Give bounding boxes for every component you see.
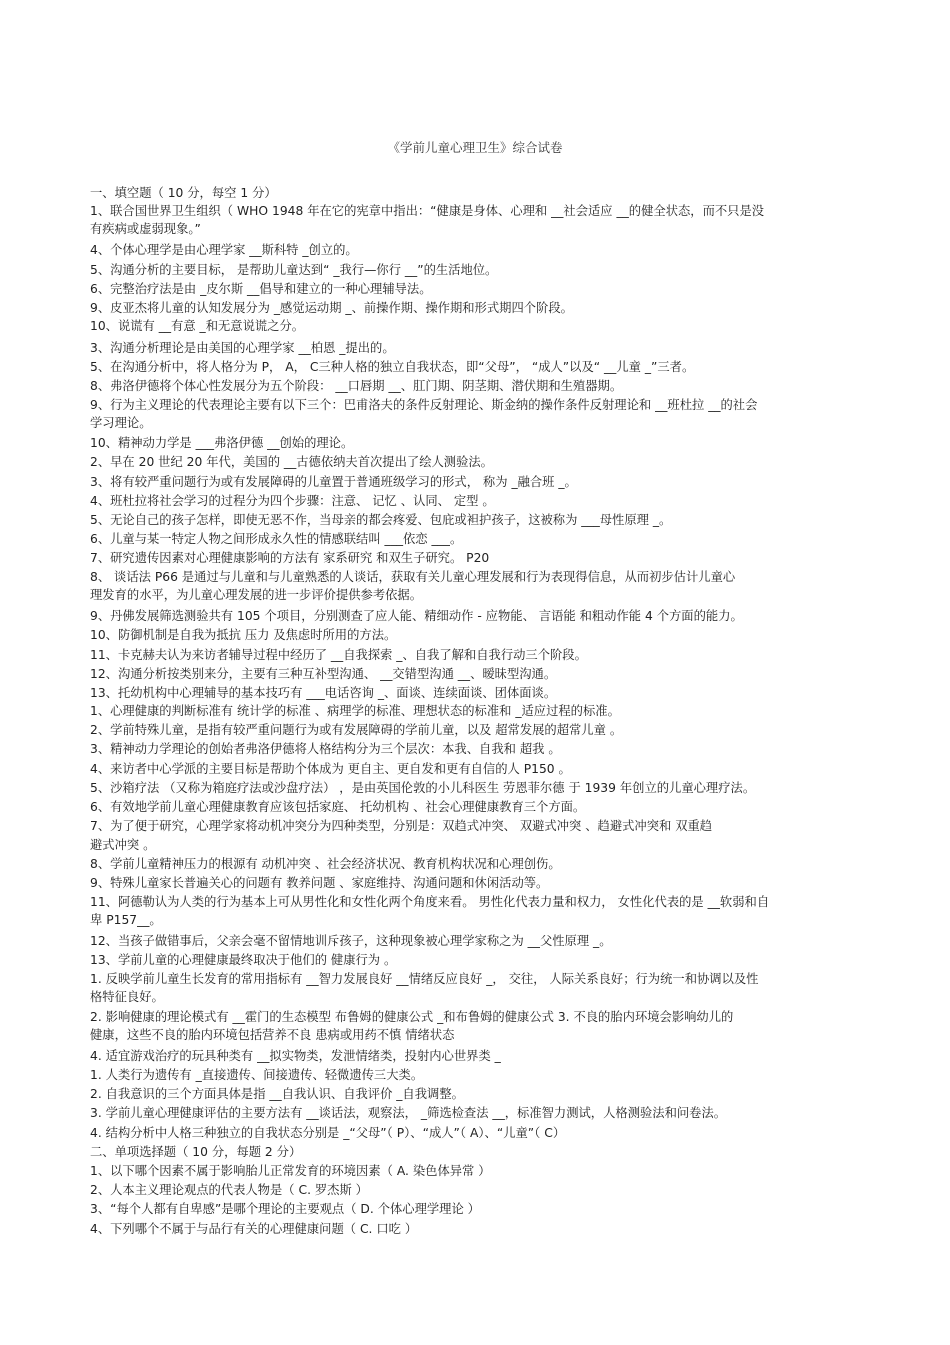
- text-line: 3、将有较严重问题行为或有发展障碍的儿童置于普通班级学习的形式， 称为 _融合班 _。: [90, 475, 577, 489]
- text-line: 有疾病或虚弱现象。”: [90, 222, 201, 236]
- text-line: 4. 适宜游戏治疗的玩具种类有 __拟实物类，发泄情绪类，投射内心世界类 _: [90, 1049, 501, 1063]
- text-line: 11、卡克赫夫认为来访者辅导过程中经历了 __自我探索 _、自我了解和自我行动三个阶段。: [90, 648, 587, 662]
- page-title: 《学前儿童心理卫生》综合试卷: [387, 140, 563, 155]
- text-line: 12、当孩子做错事后，父亲会毫不留情地训斥孩子，这种现象被心理学家称之为 __父性原理 _。: [90, 934, 612, 948]
- text-line: 6、有效地学前儿童心理健康教育应该包括家庭、 托幼机构 、社会心理健康教育三个方面。: [90, 800, 586, 814]
- text-line: 3、精神动力学理论的创始者弗洛伊德将人格结构分为三个层次：本我、自我和 超我 。: [90, 742, 561, 756]
- text-line: 2、人本主义理论观点的代表人物是（ C. 罗杰斯 ）: [90, 1183, 368, 1197]
- text-line: 2、早在 20 世纪 20 年代，美国的 __古德依纳夫首次提出了绘人测验法。: [90, 455, 493, 469]
- text-line: 学习理论。: [90, 416, 152, 430]
- text-line: 4、来访者中心学派的主要目标是帮助个体成为 更自主、更自发和更有自信的人 P150 。: [90, 762, 571, 776]
- text-line: 11、阿德勒认为人类的行为基本上可从男性化和女性化两个角度来看。 男性化代表力量和权力， 女性化代表的是 __软弱和自: [90, 895, 770, 909]
- text-line: 9、行为主义理论的代表理论主要有以下三个：巴甫洛夫的条件反射理论、斯金纳的操作条件反射理论和 __班杜拉 __的社会: [90, 398, 758, 412]
- text-line: 4、班杜拉将社会学习的过程分为四个步骤：注意、 记忆 、认同、 定型 。: [90, 494, 495, 508]
- text-line: 3. 学前儿童心理健康评估的主要方法有 __谈话法，观察法， _筛选检查法 __，标准智力测试，人格测验法和问卷法。: [90, 1106, 727, 1120]
- text-line: 二、单项选择题（ 10 分，每题 2 分）: [90, 1145, 302, 1159]
- text-line: 12、沟通分析按类别来分，主要有三种互补型沟通、 __交错型沟通 __、暧昧型沟通。: [90, 667, 557, 681]
- text-line: 3、沟通分析理论是由美国的心理学家 __柏恩 _提出的。: [90, 341, 395, 355]
- text-line: 健康，这些不良的胎内环境包括营养不良 患病或用药不慎 情绪状态: [90, 1028, 455, 1042]
- text-line: 4、个体心理学是由心理学家 __斯科特 _创立的。: [90, 243, 358, 257]
- text-line: 2. 影响健康的理论模式有 __霍门的生态模型 布鲁姆的健康公式 _和布鲁姆的健康公式 3. 不良的胎内环境会影响幼儿的: [90, 1010, 734, 1024]
- text-line: 1. 人类行为遗传有 _直接遗传、间接遗传、轻微遗传三大类。: [90, 1068, 424, 1082]
- text-line: 5、无论自己的孩子怎样，即使无恶不作，当母亲的都会疼爱、包庇或袒护孩子，这被称为 ___母性原理 _。: [90, 513, 672, 527]
- text-line: 4. 结构分析中人格三种独立的自我状态分别是 _“父母”（ P）、“成人”（ A）、“儿童”（ C）: [90, 1126, 566, 1140]
- text-line: 理发育的水平，为儿童心理发展的进一步评价提供参考依据。: [90, 588, 423, 602]
- text-line: 2. 自我意识的三个方面具体是指 __自我认识、自我评价 _自我调整。: [90, 1087, 464, 1101]
- text-line: 1、联合国世界卫生组织（ WHO 1948 年在它的宪章中指出：“健康是身体、心理和 __社会适应 __的健全状态，而不只是没: [90, 204, 765, 218]
- text-line: 6、儿童与某一特定人物之间形成永久性的情感联结叫 ___依恋 ___。: [90, 532, 463, 546]
- text-line: 13、托幼机构中心理辅导的基本技巧有 ___电话咨询 _、面谈、连续面谈、团体面谈。: [90, 686, 557, 700]
- text-line: 避式冲突 。: [90, 838, 156, 852]
- text-line: 8、学前儿童精神压力的根源有 动机冲突 、社会经济状况、教育机构状况和心理创伤。: [90, 857, 561, 871]
- text-line: 8、弗洛伊德将个体心性发展分为五个阶段： __口唇期 __、肛门期、阴茎期、潜伏期和生殖器期。: [90, 379, 623, 393]
- text-line: 5、沟通分析的主要目标， 是帮助儿童达到“ _我行—你行 __”的生活地位。: [90, 263, 498, 277]
- text-line: 4、下列哪个不属于与品行有关的心理健康问题（ C. 口吃 ）: [90, 1222, 418, 1236]
- text-line: 3、“每个人都有自卑感”是哪个理论的主要观点（ D. 个体心理学理论 ）: [90, 1202, 480, 1216]
- text-line: 格特征良好。: [90, 990, 164, 1004]
- text-line: 7、为了便于研究，心理学家将动机冲突分为四种类型，分别是：双趋式冲突、 双避式冲突 、趋避式冲突和 双重趋: [90, 819, 713, 833]
- text-line: 1、心理健康的判断标准有 统计学的标准 、病理学的标准、理想状态的标准和 _适应过程的标准。: [90, 704, 620, 718]
- text-line: 2、学前特殊儿童，是指有较严重问题行为或有发展障碍的学前儿童，以及 超常发展的超常儿童 。: [90, 723, 623, 737]
- text-line: 10、说谎有 __有意 _和无意说谎之分。: [90, 319, 305, 333]
- text-line: 5、沙箱疗法 （又称为箱庭疗法或沙盘疗法） ，是由英国伦敦的小儿科医生 劳恩菲尔德 于 1939 年创立的儿童心理疗法。: [90, 781, 756, 795]
- text-line: 6、完整治疗法是由 _皮尔斯 __倡导和建立的一种心理辅导法。: [90, 282, 432, 296]
- text-line: 13、学前儿童的心理健康最终取决于他们的 健康行为 。: [90, 953, 397, 967]
- text-line: 1. 反映学前儿童生长发育的常用指标有 __智力发展良好 __情绪反应良好 _， 交往， 人际关系良好；行为统一和协调以及性: [90, 972, 759, 986]
- text-line: 卑 P157__。: [90, 913, 162, 927]
- text-line: 10、防御机制是自我为抵抗 压力 及焦虑时所用的方法。: [90, 628, 397, 642]
- text-line: 10、精神动力学是 ___弗洛伊德 __创始的理论。: [90, 436, 354, 450]
- text-line: 9、丹佛发展筛选测验共有 105 个项目，分别测查了应人能、精细动作 - 应物能、 言语能 和粗动作能 4 个方面的能力。: [90, 609, 743, 623]
- text-line: 一、填空题（ 10 分，每空 1 分）: [90, 186, 277, 200]
- text-line: 9、特殊儿童家长普遍关心的问题有 教养问题 、家庭维持、沟通问题和休闲活动等。: [90, 876, 549, 890]
- text-line: 1、以下哪个因素不属于影响胎儿正常发育的环境因素（ A. 染色体异常 ）: [90, 1164, 491, 1178]
- text-line: 8、 谈话法 P66 是通过与儿童和与儿童熟悉的人谈话，获取有关儿童心理发展和行为表现得信息，从而初步估计儿童心: [90, 570, 736, 584]
- text-line: 5、在沟通分析中，将人格分为 P， A， C三种人格的独立自我状态，即“父母”， “成人”以及“ __儿童 _”三者。: [90, 360, 695, 374]
- text-line: 7、研究遗传因素对心理健康影响的方法有 家系研究 和双生子研究。 P20: [90, 551, 490, 565]
- text-line: 9、皮亚杰将儿童的认知发展分为 _感觉运动期 _、前操作期、操作期和形式期四个阶段。: [90, 301, 573, 315]
